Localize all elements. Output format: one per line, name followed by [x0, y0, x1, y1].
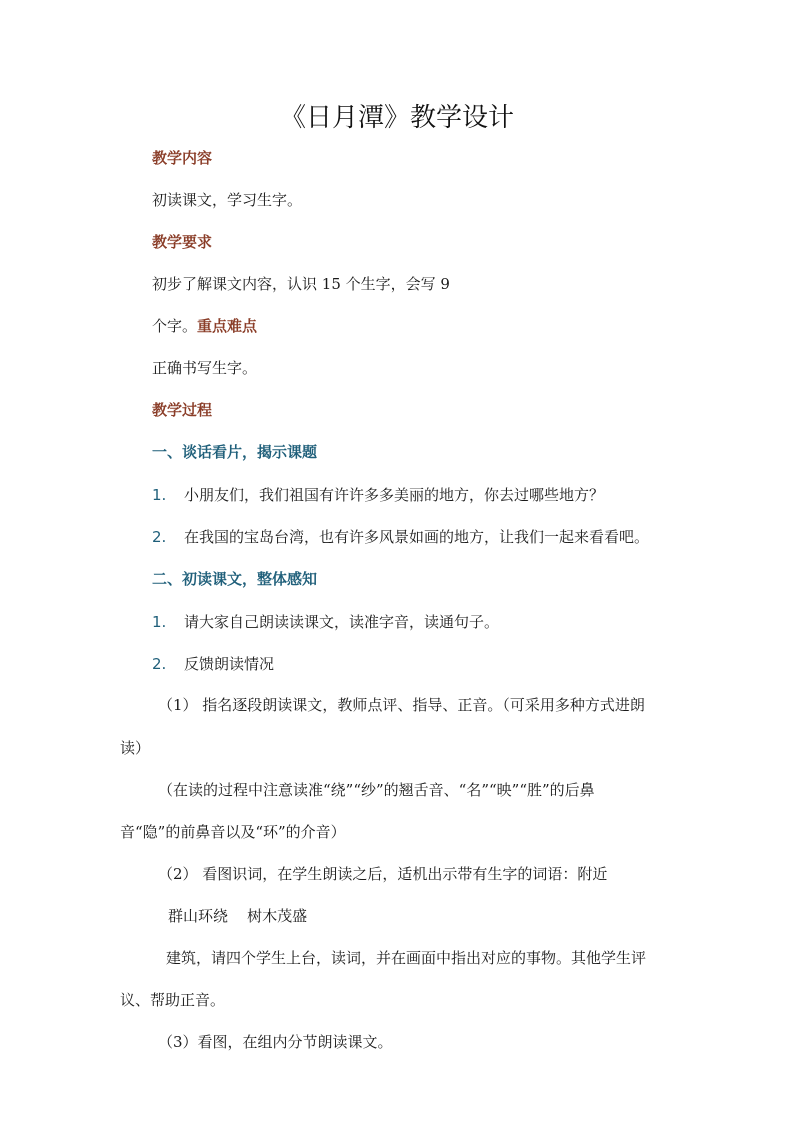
content-text: 初读课文，学习生字。 — [152, 191, 303, 209]
list-item-text: 请大家自己朗读读课文，读准字音，读通句子。 — [184, 613, 500, 631]
note-line: （在读的过程中注意读准“绕”“纱”的翘舌音、“名”“映”“胜”的后鼻 — [158, 781, 595, 799]
part2-heading: 二、初读课文，整体感知 — [152, 570, 318, 588]
list-item — [152, 612, 166, 632]
list-item-text: 在我国的宝岛台湾，也有许多风景如画的地方，让我们一起来看看吧。 — [184, 528, 650, 546]
list-item — [152, 527, 166, 547]
requirement-text-tail: 个字。 — [152, 317, 198, 335]
list-item — [152, 654, 166, 674]
list-item-text: 小朋友们，我们祖国有许许多多美丽的地方，你去过哪些地方？ — [184, 486, 605, 504]
key-text: 正确书写生字。 — [152, 359, 258, 377]
word-list: 群山环绕 树木茂盛 — [168, 907, 308, 925]
page-title: 《日月潭》教学设计 — [279, 103, 514, 133]
list-number: 1. — [152, 613, 167, 631]
sub-item-2-cont: 建筑，请四个学生上台，读词，并在画面中指出对应的事物。其他学生评 — [166, 949, 647, 967]
list-number: 1. — [152, 486, 167, 504]
part1-heading: 一、谈话看片，揭示课题 — [152, 443, 318, 461]
requirement-text-cont — [152, 316, 257, 336]
sub-item-3: （3）看图，在组内分节朗读课文。 — [158, 1033, 393, 1051]
list-item-text: 反馈朗读情况 — [184, 655, 275, 673]
sub-item-2: （2） 看图识词，在学生朗读之后，适机出示带有生字的词语：附近 — [158, 865, 608, 883]
sub-item-2-cont2: 议、帮助正音。 — [120, 991, 226, 1009]
note-line-cont: 音“隐”的前鼻音以及“环”的介音） — [120, 823, 346, 841]
sub-item-1-cont: 读） — [120, 739, 151, 757]
list-number: 2. — [152, 528, 167, 546]
list-item — [152, 485, 166, 505]
requirement-heading: 教学要求 — [152, 233, 213, 251]
key-heading: 重点难点 — [197, 317, 258, 335]
sub-item-1: （1） 指名逐段朗读课文，教师点评、指导、正音。（可采用多种方式进朗 — [158, 696, 645, 714]
content-heading: 教学内容 — [152, 149, 213, 167]
list-number: 2. — [152, 655, 167, 673]
process-heading: 教学过程 — [152, 401, 213, 419]
requirement-text: 初步了解课文内容，认识 15 个生字，会写 9 — [152, 275, 450, 293]
